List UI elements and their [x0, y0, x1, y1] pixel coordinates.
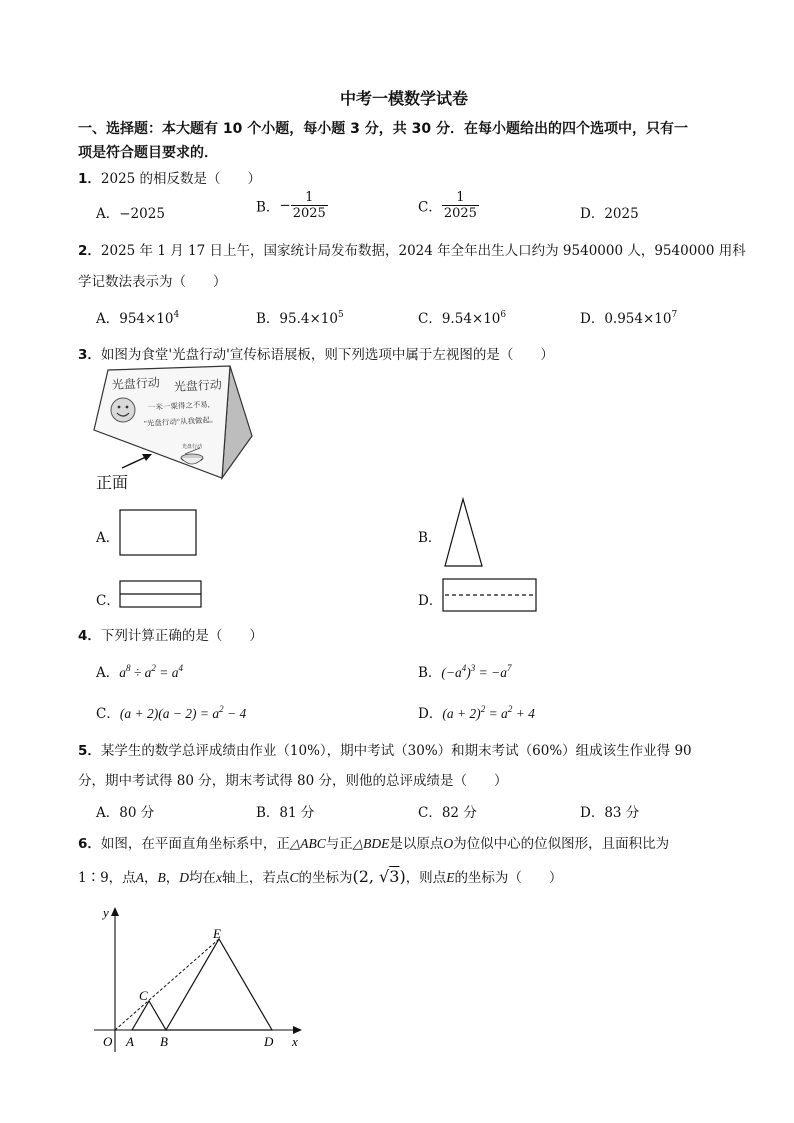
y-axis-arrow [111, 907, 119, 916]
q6-point-a: A [135, 870, 144, 885]
question-4-number: 4． [78, 628, 101, 644]
q1-option-d[interactable] [580, 202, 639, 222]
q2-option-a[interactable] [96, 307, 179, 327]
q6-text-1c: 是以原点 [389, 836, 444, 852]
q1-option-b-numerator: 1 [291, 190, 328, 206]
q4-option-a-expression: $a^8 \div a^2 = a^4$ [119, 663, 184, 680]
q2-option-a-base: 954×10 [119, 311, 174, 327]
question-4-text: 下列计算正确的是（ ） [100, 628, 263, 644]
q3-option-b-figure[interactable] [443, 497, 485, 569]
q1-option-b[interactable] [256, 190, 328, 221]
board-slogan-line-1: 一米一粟得之不易, [147, 399, 210, 412]
q5-option-d-value: 83 分 [604, 805, 640, 821]
label-o: O [103, 1034, 113, 1049]
label-x: x [292, 1034, 298, 1049]
q6-text-2e: 轴上，若点 [221, 870, 290, 886]
front-pointer-arrow-line [122, 456, 148, 468]
q6-text-2d: 均在 [188, 870, 216, 886]
q6-text-1a: 如图，在平面直角坐标系中，正 [100, 836, 290, 852]
q4-option-c[interactable] [96, 702, 246, 722]
q5-option-c[interactable] [418, 801, 477, 821]
q4-option-d-label: D． [418, 706, 443, 722]
board-title-2: 光盘行动 [173, 377, 223, 394]
question-6-line-2 [78, 866, 562, 886]
q2-option-c[interactable] [418, 307, 506, 327]
label-c: C [139, 988, 148, 1003]
question-2-line-2: 学记数法表示为（ ） [78, 274, 227, 290]
question-4 [78, 624, 263, 644]
q2-option-d[interactable] [580, 307, 677, 327]
q6-text-2f: 的坐标为 [298, 870, 353, 886]
q4-option-c-expression: $(a + 2)(a - 2) = a^2 - 4$ [119, 704, 247, 721]
q3-option-b-label[interactable]: B． [418, 530, 442, 546]
q2-option-a-label: A． [96, 311, 120, 327]
label-y: y [103, 905, 109, 920]
question-5-line-2: 分，期中考试得 80 分，期末考试得 80 分，则他的总评成绩是（ ） [78, 773, 508, 789]
q5-option-a-label: A． [96, 805, 120, 821]
q1-option-d-label: D． [580, 206, 605, 222]
q1-option-b-sign: − [279, 197, 291, 214]
q1-option-b-label: B． [256, 199, 280, 216]
q5-option-b-label: B． [256, 805, 280, 821]
q6-triangle-abc: △ABC [289, 836, 326, 851]
question-1-text: 2025 的相反数是（ ） [100, 171, 262, 187]
q4-option-a-label: A． [96, 665, 120, 681]
question-3-number: 3． [78, 347, 101, 363]
q2-option-d-base: 0.954×10 [604, 311, 672, 327]
q6-point-b: B [157, 870, 166, 885]
question-5-text-1: 某学生的数学总评成绩由作业（10%），期中考试（30%）和期末考试（60%）组成该生作业得 90 [100, 743, 692, 759]
q6-point-c: C [289, 870, 299, 885]
q4-option-c-label: C． [96, 706, 120, 722]
display-board-figure [90, 362, 270, 496]
question-6-number: 6． [78, 836, 101, 852]
page-title: 中考一模数学试卷 [340, 89, 469, 108]
q1-option-c[interactable] [418, 190, 479, 221]
section-1-instruction-line-1: 一、选择题：本大题有 10 个小题，每小题 3 分，共 30 分．在每小题给出的四个选项中，只有一 [78, 121, 688, 137]
q2-option-b-label: B． [256, 311, 280, 327]
board-title-1: 光盘行动 [111, 375, 161, 392]
q6-coordinate-figure [90, 900, 310, 1060]
triangle-bde [166, 939, 272, 1030]
triangle-abc [132, 1001, 166, 1030]
q5-option-c-label: C． [418, 805, 442, 821]
q2-option-c-base: 9.54×10 [441, 311, 501, 327]
q5-option-a[interactable] [96, 801, 154, 821]
q2-option-d-label: D． [580, 311, 605, 327]
q1-option-b-denominator: 2025 [292, 206, 326, 221]
question-3 [78, 343, 554, 363]
question-5-number: 5． [78, 743, 101, 759]
q6-point-o: O [443, 836, 454, 851]
board-stamp-text: 光盘行动 [182, 445, 203, 450]
q4-option-a[interactable] [96, 661, 183, 681]
q4-option-d-expression: $(a + 2)^2 = a^2 + 4$ [442, 704, 535, 721]
q3-option-a-figure[interactable] [119, 509, 199, 557]
q1-option-c-fraction [442, 190, 479, 221]
label-b: B [160, 1034, 168, 1049]
q1-option-c-label: C． [418, 199, 442, 216]
q2-option-d-exponent: 7 [671, 310, 678, 320]
question-2-text-1: 2025 年 1 月 17 日上午，国家统计局发布数据，2024 年全年出生人口约为 9540000 人，9540000 用科 [100, 243, 746, 259]
question-3-text: 如图为食堂'光盘行动'宣传标语展板，则下列选项中属于左视图的是（ ） [100, 347, 554, 363]
q5-option-b-value: 81 分 [279, 805, 315, 821]
question-1 [78, 167, 261, 187]
q2-option-b-exponent: 5 [337, 310, 344, 320]
q3-option-d-label[interactable]: D． [418, 593, 443, 609]
q6-text-2g: ，则点 [405, 870, 447, 886]
q5-option-d-label: D． [580, 805, 605, 821]
q6-triangle-bde: △BDE [352, 836, 390, 851]
q6-point-e: E [446, 870, 455, 885]
question-2-line-1 [78, 239, 746, 259]
q6-point-d: D [179, 870, 189, 885]
question-5-line-1 [78, 739, 692, 759]
label-a: A [126, 1034, 134, 1049]
q6-axis-x: x [215, 870, 222, 885]
q4-option-b[interactable] [418, 661, 512, 681]
q6-text-2c: ， [165, 870, 180, 886]
question-2-number: 2． [78, 243, 101, 259]
q1-option-c-denominator: 2025 [443, 206, 477, 221]
q3-option-d-figure[interactable] [442, 578, 538, 613]
q4-option-b-label: B． [418, 665, 442, 681]
q5-option-b[interactable] [256, 801, 314, 821]
q2-option-b[interactable] [256, 307, 344, 327]
q1-option-a-value: −2025 [119, 206, 165, 222]
q1-option-c-numerator: 1 [442, 190, 479, 206]
question-1-number: 1． [78, 171, 101, 187]
q2-option-a-exponent: 4 [173, 310, 180, 320]
front-label: 正面 [96, 475, 129, 492]
q5-option-d[interactable] [580, 801, 639, 821]
q1-option-d-value: 2025 [604, 206, 639, 222]
q6-text-1d: 为位似中心的位似图形，且面积比为 [453, 836, 670, 852]
q5-option-c-value: 82 分 [441, 805, 477, 821]
q3-option-c-label[interactable]: C． [96, 593, 120, 609]
q1-option-a[interactable] [96, 202, 165, 222]
q2-option-c-exponent: 6 [500, 310, 507, 320]
q2-option-b-base: 95.4×10 [279, 311, 338, 327]
q6-text-2h: 的坐标为（ ） [454, 870, 563, 886]
q3-option-c-figure[interactable] [119, 580, 203, 610]
q6-text-2b: ， [143, 870, 158, 886]
q5-option-a-value: 80 分 [119, 805, 155, 821]
section-1-instruction-line-2: 项是符合题目要求的． [78, 145, 218, 161]
q2-option-c-label: C． [418, 311, 442, 327]
label-e: E [213, 926, 221, 941]
q3-option-a-label[interactable]: A． [96, 530, 120, 546]
q6-coordinate-c: (2, √3) [352, 867, 406, 886]
q6-text-2a: 1∶9，点 [78, 870, 136, 886]
q4-option-b-expression: $(-a^4)^3 = -a^7$ [441, 663, 512, 680]
smiley-face-icon [111, 398, 135, 422]
q1-option-b-fraction [291, 190, 328, 221]
x-axis-arrow [293, 1026, 302, 1034]
q6-text-1b: 与正 [325, 836, 353, 852]
label-d: D [264, 1034, 274, 1049]
question-6-line-1 [78, 832, 669, 852]
q1-option-a-label: A． [96, 206, 120, 222]
board-slogan-line-2: "光盘行动"从我做起。 [143, 415, 218, 428]
q4-option-d[interactable] [418, 702, 535, 722]
dashed-line-o-e [115, 939, 219, 1030]
